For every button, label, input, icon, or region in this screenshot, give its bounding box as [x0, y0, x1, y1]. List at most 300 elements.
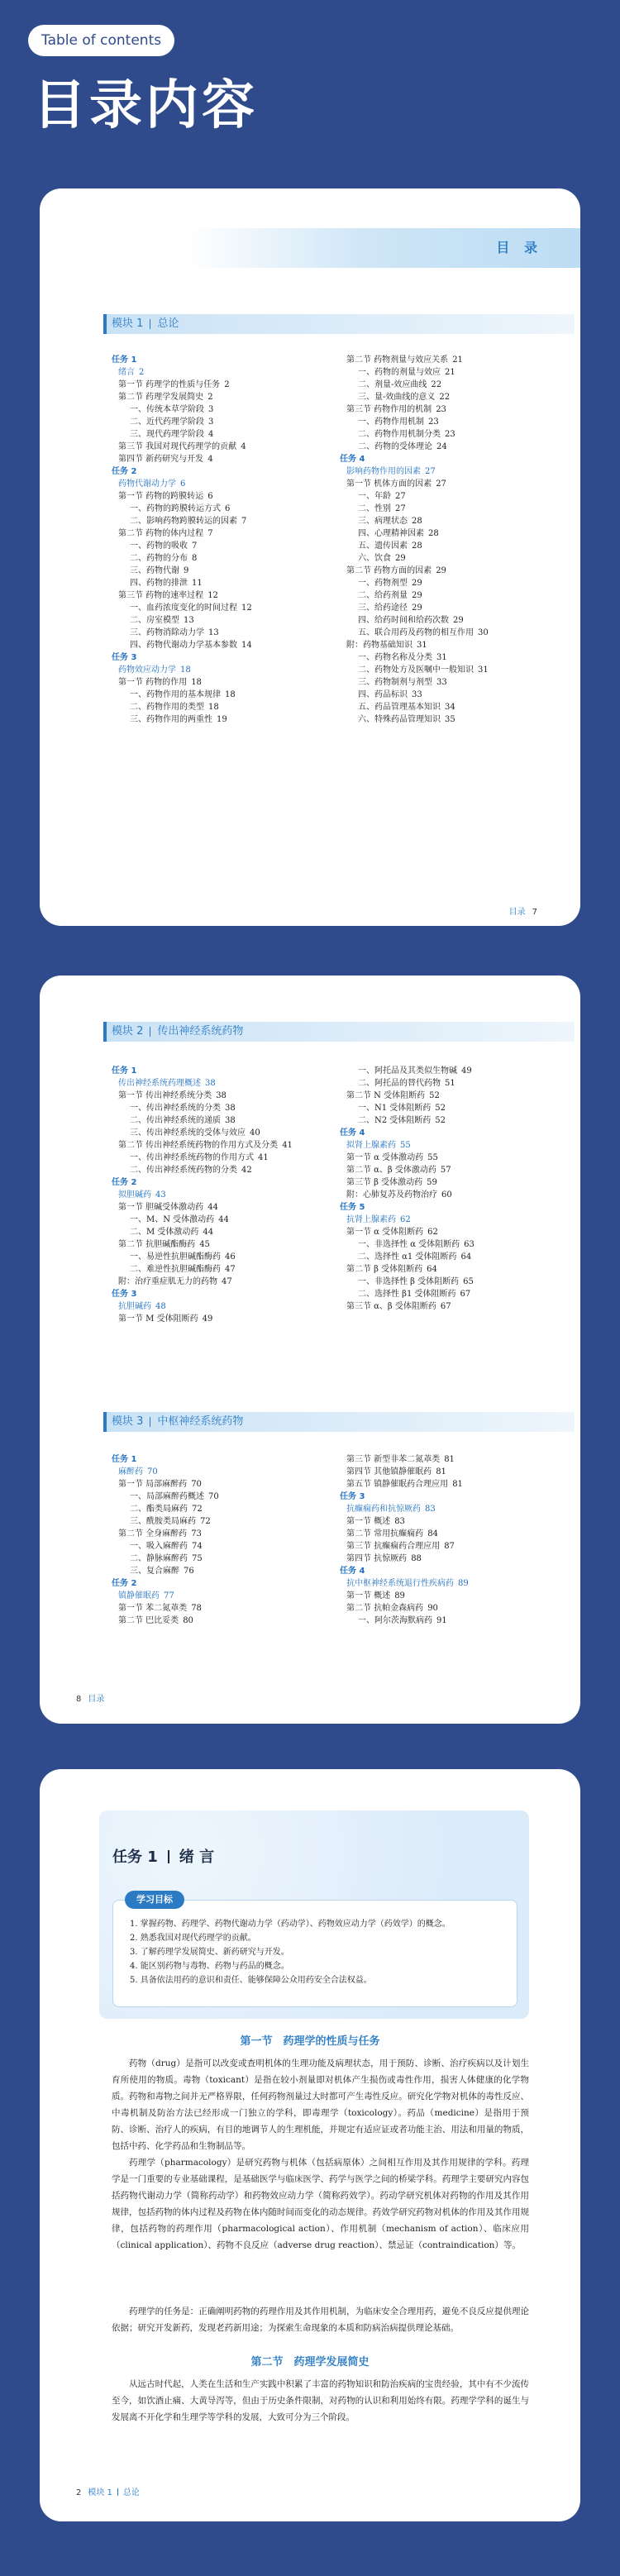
- toc-entry-page: 28: [412, 517, 422, 526]
- toc-entry-text: 第一节 M 受体阻断药: [118, 1314, 198, 1324]
- toc-entry-sec: [340, 1453, 561, 1466]
- toc-entry-page: 33: [436, 678, 447, 687]
- toc-entry-item: [340, 602, 561, 614]
- toc-entry-text: 三、药物消除动力学: [130, 628, 204, 637]
- module-number: 模块 2: [112, 1025, 144, 1038]
- toc-entry-note: [112, 1276, 333, 1288]
- learning-objective: 3. 了解药理学发展简史、新药研究与开发。: [130, 1948, 289, 1957]
- toc-entry-page: 52: [435, 1104, 446, 1113]
- toc-entry-text: 二、房室模型: [130, 616, 179, 625]
- toc-entry-text: 二、药物作用机制分类: [358, 430, 441, 439]
- toc-entry-text: 三、给药途径: [358, 603, 408, 613]
- toc-entry-page: 74: [192, 1542, 203, 1551]
- toc-entry-page: 88: [411, 1554, 422, 1563]
- toc-entry-page: 11: [192, 579, 203, 588]
- toc-entry-text: 二、药物处方及医嘱中一般知识: [358, 665, 474, 675]
- toc-entry-page: 29: [412, 603, 422, 613]
- page-footer: [69, 1691, 104, 1704]
- toc-entry-text: 抗肾上腺素药: [346, 1215, 396, 1224]
- toc-entry-text: 五、药品管理基本知识: [358, 703, 441, 712]
- toc-entry-text: 二、性别: [358, 504, 391, 513]
- learning-objective: 1. 掌握药物、药理学、药物代谢动力学（药动学）、药物效应动力学（药效学）的概念。: [130, 1920, 451, 1929]
- toc-entry-page: 38: [225, 1116, 236, 1125]
- footer-separator: [117, 2488, 118, 2496]
- toc-entry-item: [112, 577, 333, 589]
- toc-entry-item: [112, 701, 333, 713]
- toc-entry-page: 18: [225, 690, 236, 699]
- toc-entry-task: [340, 1565, 561, 1577]
- toc-entry-sec: [340, 1090, 561, 1102]
- toc-entry-page: 44: [207, 1203, 218, 1212]
- toc-entry-text: 麻醉药: [118, 1467, 143, 1476]
- toc-entry-text: 第一节 局部麻醉药: [118, 1480, 188, 1489]
- toc-entry-text: 六、饮食: [358, 554, 391, 563]
- toc-entry-item: [112, 565, 333, 577]
- toc-entry-page: 41: [258, 1153, 269, 1162]
- toc-entry-text: 一、易逆性抗胆碱酯酶药: [130, 1252, 221, 1262]
- toc-entry-text: 二、选择性 α1 受体阻断药: [358, 1252, 457, 1262]
- toc-entry-page: 23: [445, 430, 455, 439]
- toc-entry-page: 89: [394, 1591, 405, 1600]
- toc-entry-item: [112, 428, 333, 441]
- toc-entry-page: 21: [445, 368, 455, 377]
- toc-entry-item: [112, 1540, 333, 1553]
- module-name: 总论: [157, 317, 179, 330]
- toc-entry-text: 二、剂量-效应曲线: [358, 380, 427, 389]
- toc-entry-title: [112, 366, 333, 379]
- toc-entry-text: 第二节 药物剂量与效应关系: [346, 355, 449, 365]
- module-name: 中枢神经系统药物: [157, 1415, 244, 1428]
- band-title: 目 录: [496, 240, 542, 255]
- toc-entry-page: 2: [224, 380, 230, 389]
- toc-entry-task: [112, 1176, 333, 1189]
- toc-entry-item: [340, 1114, 561, 1127]
- toc-entry-task: [112, 1065, 333, 1077]
- toc-entry-sec: [340, 1226, 561, 1238]
- toc-entry-page: 8: [192, 554, 198, 563]
- toc-entry-sec: [340, 1553, 561, 1565]
- toc-entry-page: 38: [205, 1079, 216, 1088]
- toc-entry-text: 传出神经系统药理概述: [118, 1079, 201, 1088]
- toc-entry-text: 第二节 药物方面的因素: [346, 566, 432, 575]
- toc-entry-page: 70: [191, 1480, 202, 1489]
- toc-entry-text: 一、传统本草学阶段: [130, 405, 204, 414]
- toc-entry-text: 三、量-效曲线的意义: [358, 393, 436, 402]
- toc-entry-sec: [112, 391, 333, 403]
- toc-entry-text: 二、药物的分布: [130, 554, 188, 563]
- toc-entry-page: 4: [208, 430, 214, 439]
- toc-entry-task: [112, 1577, 333, 1590]
- toc-entry-text: 附：药物基础知识: [346, 641, 413, 650]
- toc-entry-text: 二、酯类局麻药: [130, 1505, 188, 1514]
- toc-entry-text: 第一节 药理学的性质与任务: [118, 380, 221, 389]
- paragraph: 从远古时代起，人类在生活和生产实践中积累了丰富的药物知识和防治疾病的宝贵经验，其中有不少流传至今，如饮酒止痛、大黄导泻等，但由于历史条件限制，对药物的认识和利用始终有限。药理学学科的诞生与发展离不开化学和生理学等学科的发展，大致可分为三个阶段。: [112, 2379, 529, 2422]
- toc-entry-item: [112, 1553, 333, 1565]
- toc-entry-text: 一、药物名称及分类: [358, 653, 432, 662]
- paragraph: 药理学的任务是：正确阐明药物的药理作用及其作用机制，为临床安全合理用药，避免不良反应提供理论依据；研究开发新药，发现老药新用途；为探索生命现象的本质和防病治病提供理论基础。: [112, 2306, 529, 2333]
- toc-entry-page: 47: [222, 1277, 232, 1286]
- module-bar-3: [103, 1412, 575, 1432]
- toc-entry-text: 三、酰胺类局麻药: [130, 1517, 196, 1526]
- toc-entry-sec: [340, 1528, 561, 1540]
- toc-entry-page: 28: [412, 541, 422, 551]
- toc-entry-page: 44: [203, 1228, 214, 1237]
- toc-entry-page: 29: [412, 591, 422, 600]
- toc-entry-text: 二、N2 受体阻断药: [358, 1116, 432, 1125]
- toc-entry-text: 第一节 机体方面的因素: [346, 479, 432, 489]
- toc-entry-sec: [112, 1201, 333, 1214]
- toc-entry-item: [112, 689, 333, 701]
- toc-entry-page: 52: [429, 1091, 440, 1100]
- toc-entry-page: 49: [202, 1314, 213, 1324]
- toc-entry-text: 第一节 胆碱受体激动药: [118, 1203, 204, 1212]
- toc-entry-text: 任务 1: [112, 355, 137, 365]
- toc-entry-sec: [112, 1139, 333, 1152]
- toc-entry-page: 4: [241, 442, 246, 451]
- toc-entry-title: [340, 1139, 561, 1152]
- toc-entry-text: 四、药物的排泄: [130, 579, 188, 588]
- toc-entry-item: [340, 540, 561, 552]
- footer-page-number: 7: [532, 908, 537, 917]
- toc-entry-text: 任务 2: [112, 1579, 137, 1588]
- toc-entry-sec: [112, 1528, 333, 1540]
- learning-objective: 4. 能区别药物与毒物、药物与药品的概念。: [130, 1962, 289, 1971]
- toc-entry-text: 二、阿托品的替代药物: [358, 1079, 441, 1088]
- toc-entry-page: 45: [199, 1240, 210, 1249]
- toc-entry-task: [340, 1491, 561, 1503]
- toc-entry-text: 四、药物代谢动力学基本参数: [130, 641, 237, 650]
- toc-entry-text: 三、现代药理学阶段: [130, 430, 204, 439]
- toc-entry-page: 24: [436, 442, 447, 451]
- toc-entry-text: 拟胆碱药: [118, 1190, 151, 1200]
- toc-entry-item: [340, 701, 561, 713]
- toc-column-right: [340, 1065, 561, 1313]
- toc-entry-task: [112, 1288, 333, 1300]
- toc-entry-text: 一、非选择性 α 受体阻断药: [358, 1240, 460, 1249]
- footer-label: 目录: [508, 908, 526, 917]
- toc-entry-sec: [112, 453, 333, 465]
- toc-entry-text: 任务 1: [112, 1066, 137, 1076]
- toc-entry-page: 21: [452, 355, 463, 365]
- toc-entry-text: 任务 1: [112, 1455, 137, 1464]
- toc-entry-sec: [340, 1152, 561, 1164]
- footer-label: 目录: [88, 1695, 105, 1704]
- toc-entry-text: 三、药物代谢: [130, 566, 179, 575]
- toc-entry-note: [340, 1189, 561, 1201]
- toc-entry-page: 90: [427, 1604, 438, 1613]
- module-number: 模块 3: [112, 1415, 144, 1428]
- toc-entry-page: 63: [464, 1240, 475, 1249]
- toc-entry-page: 55: [427, 1153, 438, 1162]
- toc-entry-item: [340, 428, 561, 441]
- toc-entry-page: 64: [460, 1252, 472, 1262]
- toc-entry-sec: [340, 1590, 561, 1602]
- toc-entry-text: 五、遗传因素: [358, 541, 408, 551]
- toc-entry-sec: [340, 1466, 561, 1478]
- toc-entry-item: [112, 552, 333, 565]
- toc-entry-page: 75: [192, 1554, 203, 1563]
- toc-entry-item: [340, 676, 561, 689]
- toc-entry-sec: [340, 403, 561, 416]
- toc-entry-page: 27: [395, 504, 406, 513]
- toc-entry-item: [112, 403, 333, 416]
- toc-entry-page: 18: [208, 703, 219, 712]
- toc-entry-item: [340, 391, 561, 403]
- learning-objective: 5. 具备依法用药的意识和责任、能够保障公众用药安全合法权益。: [130, 1976, 372, 1985]
- toc-entry-sec: [340, 1540, 561, 1553]
- toc-entry-text: 第三节 抗癫痫药合理应用: [346, 1542, 441, 1551]
- toc-entry-page: 51: [445, 1079, 455, 1088]
- toc-column-left: [112, 354, 333, 726]
- toc-entry-text: 任务 4: [340, 1567, 365, 1576]
- learning-objectives-box: [112, 1894, 517, 2007]
- toc-entry-page: 81: [436, 1467, 446, 1476]
- toc-entry-text: 二、难逆性抗胆碱酯酶药: [130, 1265, 221, 1274]
- toc-entry-item: [340, 1615, 561, 1627]
- paragraph: 药物（drug）是指可以改变或查明机体的生理功能及病理状态，用于预防、诊断、治疗疾病以及计划生育所使用的物质。毒物（toxicant）是指在较小剂量即对机体产生损伤或毒性作用，损害人体健康的化学物质。药物和毒物之间并无严格界限，任何药物剂量过大时都可产生毒性反应。研究化学物对机体的毒性反应、中毒机制及防治方法已经形成一门独立的学科，即毒理学（toxicology）。药品（medicine）是指用于预防、诊断、治疗人的疾病，有目的地调节人的生理机能，并规定有适应证或者功能主治、用法和用量的物质，包括中药、化学药品和生物制品等。: [112, 2058, 529, 2151]
- toc-entry-text: 第四节 新药研究与开发: [118, 455, 204, 464]
- toc-entry-text: 一、药物剂型: [358, 579, 408, 588]
- toc-entry-item: [112, 713, 333, 726]
- toc-entry-title: [112, 1590, 333, 1602]
- toc-entry-item: [340, 1077, 561, 1090]
- toc-entry-text: 一、年龄: [358, 492, 391, 501]
- toc-column-left: [112, 1453, 333, 1627]
- toc-entry-sec: [340, 1300, 561, 1313]
- toc-entry-text: 任务 2: [112, 467, 137, 476]
- toc-entry-page: 84: [427, 1529, 438, 1538]
- toc-entry-item: [112, 1164, 333, 1176]
- toc-entry-page: 29: [395, 554, 406, 563]
- toc-entry-text: 附：心肺复苏及药物治疗: [346, 1190, 437, 1200]
- toc-entry-page: 13: [184, 616, 194, 625]
- toc-entry-page: 18: [191, 678, 202, 687]
- toc-entry-page: 27: [425, 467, 436, 476]
- toc-entry-item: [340, 1288, 561, 1300]
- toc-entry-text: 三、复合麻醉: [130, 1567, 179, 1576]
- task-number: 任务 1: [112, 1849, 158, 1866]
- toc-entry-text: 绪言: [118, 368, 135, 377]
- toc-column-left: [112, 1065, 333, 1325]
- toc-entry-page: 62: [400, 1215, 411, 1224]
- toc-entry-text: 任务 2: [112, 1178, 137, 1187]
- toc-entry-text: 任务 3: [112, 1290, 137, 1299]
- toc-entry-page: 83: [394, 1517, 405, 1526]
- page-footer: [509, 904, 544, 917]
- toc-entry-item: [340, 527, 561, 540]
- toc-entry-sec: [340, 1164, 561, 1176]
- toc-entry-item: [340, 1238, 561, 1251]
- toc-entry-page: 52: [435, 1116, 446, 1125]
- toc-entry-title: [112, 478, 333, 490]
- toc-entry-page: 29: [436, 566, 446, 575]
- toc-entry-page: 12: [207, 591, 218, 600]
- toc-entry-text: 第一节 药物的作用: [118, 678, 188, 687]
- toc-entry-title: [340, 1503, 561, 1515]
- toc-entry-text: 任务 5: [340, 1203, 365, 1212]
- toc-entry-text: 第四节 抗惊厥药: [346, 1554, 408, 1563]
- toc-entry-item: [112, 1114, 333, 1127]
- toc-entry-text: 第一节 传出神经系统分类: [118, 1091, 212, 1100]
- learning-objectives-list: [130, 1917, 510, 1987]
- toc-entry-page: 72: [200, 1517, 211, 1526]
- toc-entry-item: [340, 490, 561, 503]
- toc-entry-text: 第一节 α 受体阻断药: [346, 1228, 424, 1237]
- section-heading: 第二节 药理学发展简史: [250, 2356, 370, 2368]
- toc-entry-text: 第三节 新型非苯二氮䓬类: [346, 1455, 441, 1464]
- toc-entry-sec: [112, 441, 333, 453]
- toc-entry-text: 第二节 药物的体内过程: [118, 529, 204, 538]
- toc-entry-text: 三、病理状态: [358, 517, 408, 526]
- toc-entry-text: 抗胆碱药: [118, 1302, 151, 1311]
- toc-entry-page: 7: [207, 529, 213, 538]
- toc-entry-sec: [340, 1478, 561, 1491]
- toc-entry-item: [112, 614, 333, 627]
- toc-entry-sec: [112, 676, 333, 689]
- toc-entry-page: 31: [478, 665, 489, 675]
- toc-entry-title: [112, 664, 333, 676]
- toc-entry-item: [340, 651, 561, 664]
- toc-entry-item: [340, 589, 561, 602]
- toc-entry-page: 42: [241, 1166, 252, 1175]
- toc-entry-text: 二、静脉麻醉药: [130, 1554, 188, 1563]
- toc-entry-page: 19: [217, 715, 227, 724]
- toc-entry-item: [340, 614, 561, 627]
- toc-entry-task: [340, 1201, 561, 1214]
- toc-entry-page: 2: [207, 393, 213, 402]
- toc-entry-page: 22: [439, 393, 451, 402]
- toc-entry-item: [340, 379, 561, 391]
- toc-entry-text: 第二节 常用抗癫痫药: [346, 1529, 424, 1538]
- toc-entry-page: 18: [180, 665, 191, 675]
- toc-entry-title: [340, 1214, 561, 1226]
- toc-entry-page: 64: [427, 1265, 437, 1274]
- learning-objective: 2. 熟悉我国对现代药理学的贡献。: [130, 1934, 256, 1943]
- toc-entry-title: [112, 1466, 333, 1478]
- toc-entry-sec: [112, 1090, 333, 1102]
- toc-entry-text: 拟肾上腺素药: [346, 1141, 396, 1150]
- toc-entry-sec: [112, 1615, 333, 1627]
- module-bar-1: [103, 314, 575, 334]
- toc-entry-page: 35: [445, 715, 455, 724]
- toc-entry-item: [112, 1251, 333, 1263]
- toc-entry-page: 29: [412, 579, 422, 588]
- toc-entry-text: 第一节 苯二氮䓬类: [118, 1604, 188, 1613]
- toc-entry-page: 59: [427, 1178, 437, 1187]
- toc-entry-item: [340, 1102, 561, 1114]
- page-footer: [69, 2485, 140, 2497]
- toc-entry-text: 药物效应动力学: [118, 665, 176, 675]
- toc-entry-page: 72: [192, 1505, 203, 1514]
- toc-entry-text: 二、传出神经系统的递质: [130, 1116, 221, 1125]
- module-bar-2: [103, 1022, 575, 1042]
- toc-entry-text: 第二节 N 受体阻断药: [346, 1091, 426, 1100]
- toc-entry-text: 第二节 抗帕金森病药: [346, 1604, 424, 1613]
- toc-entry-text: 抗癫痫药和抗惊厥药: [346, 1505, 421, 1514]
- toc-entry-page: 7: [241, 517, 247, 526]
- toc-entry-title: [112, 1189, 333, 1201]
- toc-entry-sec: [340, 354, 561, 366]
- toc-entry-text: 任务 4: [340, 1128, 365, 1138]
- toc-entry-note: [340, 639, 561, 651]
- toc-entry-sec: [112, 379, 333, 391]
- paragraph: 药理学（pharmacology）是研究药物与机体（包括病原体）之间相互作用及其作用规律的学科。药理学是一门重要的专业基础课程，是基础医学与临床医学、药学与医学之间的桥梁学科。药理学主要研究内容包括药物代谢动力学（简称药动学）和药物效应动力学（简称药效学）。药动学研究机体对药物的作用及其作用规律，包括药物的体内过程及药物在体内随时间而变化的动态规律。药效学研究药物对机体的作用及其作用规律，包括药物的药理作用（pharmacological action）、作用机制（mechanism of action）、临床应用（clinical application）、药物不良反应（adverse drug reaction）、禁忌证（contraindication）等。: [112, 2158, 529, 2250]
- toc-entry-text: 第一节 药物的跨膜转运: [118, 492, 204, 501]
- toc-entry-page: 12: [241, 603, 252, 613]
- toc-entry-text: 一、M、N 受体激动药: [130, 1215, 215, 1224]
- toc-entry-text: 一、非选择性 β 受体阻断药: [358, 1277, 460, 1286]
- toc-entry-text: 一、阿尔茨海默病药: [358, 1616, 432, 1625]
- toc-entry-text: 第二节 抗胆碱酯酶药: [118, 1240, 196, 1249]
- toc-entry-text: 二、给药剂量: [358, 591, 408, 600]
- toc-entry-task: [340, 453, 561, 465]
- toc-entry-page: 41: [282, 1141, 293, 1150]
- toc-entry-sec: [112, 1313, 333, 1325]
- toc-entry-sec: [112, 1602, 333, 1615]
- toc-entry-text: 三、药物作用的两重性: [130, 715, 212, 724]
- toc-entry-item: [112, 1491, 333, 1503]
- toc-entry-item: [340, 713, 561, 726]
- toc-entry-item: [340, 1276, 561, 1288]
- toc-entry-text: 一、局部麻醉药概述: [130, 1492, 204, 1501]
- toc-entry-task: [112, 465, 333, 478]
- toc-entry-page: 27: [436, 479, 446, 489]
- toc-entry-item: [112, 1565, 333, 1577]
- toc-entry-page: 27: [395, 492, 406, 501]
- toc-entry-page: 70: [147, 1467, 158, 1476]
- toc-entry-text: 四、心理精神因素: [358, 529, 424, 538]
- toc-entry-text: 二、近代药理学阶段: [130, 417, 204, 427]
- toc-entry-text: 一、血药浓度变化的时间过程: [130, 603, 237, 613]
- toc-entry-page: 80: [183, 1616, 193, 1625]
- toc-entry-text: 二、选择性 β1 受体阻断药: [358, 1290, 456, 1299]
- toc-entry-page: 83: [425, 1505, 436, 1514]
- toc-entry-item: [112, 540, 333, 552]
- toc-entry-task: [112, 1453, 333, 1466]
- toc-entry-item: [340, 366, 561, 379]
- toc-entry-text: 第一节 α 受体激动药: [346, 1153, 424, 1162]
- toc-entry-page: 29: [453, 616, 464, 625]
- toc-column-right: [340, 354, 561, 726]
- toc-entry-item: [340, 627, 561, 639]
- toc-entry-text: 六、特殊药品管理知识: [358, 715, 441, 724]
- toc-entry-page: 73: [191, 1529, 202, 1538]
- toc-entry-page: 67: [460, 1290, 471, 1299]
- toc-entry-item: [112, 1127, 333, 1139]
- toc-entry-page: 6: [225, 504, 231, 513]
- toc-entry-title: [112, 1077, 333, 1090]
- task-separator: [168, 1850, 169, 1863]
- toc-entry-text: 镇静催眠药: [118, 1591, 160, 1600]
- toc-entry-page: 49: [461, 1066, 472, 1076]
- toc-entry-text: 第二节 巴比妥类: [118, 1616, 179, 1625]
- toc-entry-page: 6: [180, 479, 186, 489]
- toc-entry-text: 四、药品标识: [358, 690, 408, 699]
- toc-entry-text: 第一节 概述: [346, 1517, 391, 1526]
- toc-entry-text: 影响药物作用的因素: [346, 467, 421, 476]
- toc-entry-sec: [340, 1263, 561, 1276]
- section-heading: 第一节 药理学的性质与任务: [240, 2035, 380, 2048]
- toc-entry-page: 31: [417, 641, 427, 650]
- toc-entry-text: 第二节 全身麻醉药: [118, 1529, 188, 1538]
- toc-entry-page: 3: [208, 417, 214, 427]
- toc-entry-page: 28: [428, 529, 439, 538]
- toc-entry-text: 第三节 药物的速率过程: [118, 591, 204, 600]
- toc-entry-page: 44: [218, 1215, 229, 1224]
- toc-entry-page: 40: [250, 1128, 260, 1138]
- toc-entry-item: [112, 1214, 333, 1226]
- toc-entry-item: [340, 441, 561, 453]
